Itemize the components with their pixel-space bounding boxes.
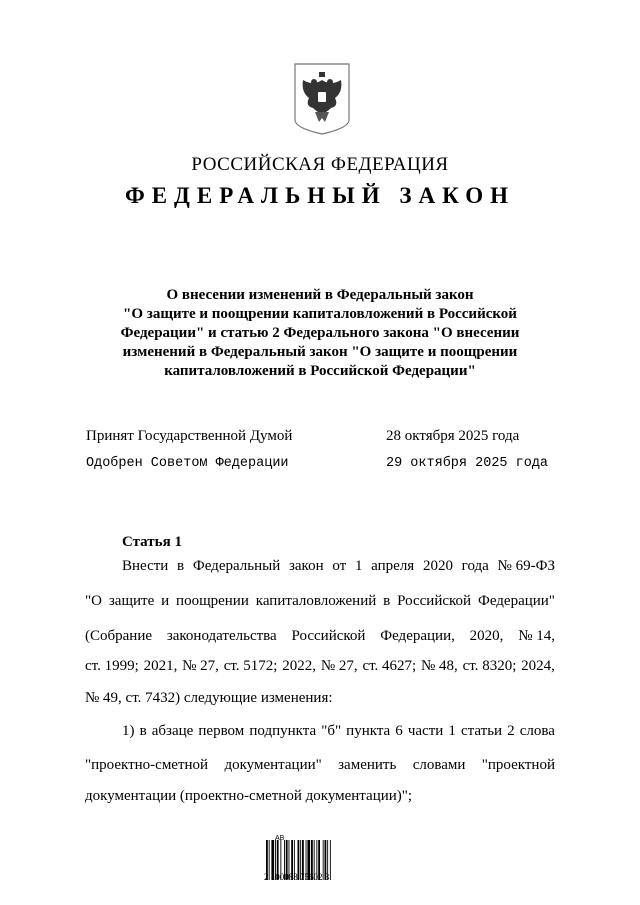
article-word: 1 — [448, 723, 456, 739]
article-word: 2024, — [521, 658, 555, 674]
article-word: пункта — [346, 723, 391, 739]
article-line — [85, 628, 555, 645]
barcode-number: 2 100088 75602 3 — [264, 872, 330, 882]
article-word: 1) — [122, 723, 135, 739]
article-word: Федерации, — [380, 628, 455, 644]
article-word: в — [139, 723, 147, 739]
article-word: и — [161, 593, 170, 609]
article-word: заменить — [338, 757, 397, 773]
article-line — [85, 788, 555, 805]
article-word: поощрении — [176, 593, 249, 609]
article-word: Российской — [397, 593, 472, 609]
article-word: законодательства — [166, 628, 277, 644]
article-word: ст. 4627; — [362, 658, 417, 674]
coat-of-arms-icon — [291, 62, 353, 136]
article-word: части — [407, 723, 444, 739]
article-word: ст. 1999; — [85, 658, 139, 674]
law-title-line: "О защите и поощрении капиталовложений в Российской — [123, 306, 517, 322]
article-line — [85, 658, 555, 675]
article-word: документации" — [224, 757, 322, 773]
article-line — [122, 723, 555, 740]
council-approval-label: Одобрен Советом Федерации — [86, 456, 289, 471]
article-heading: Статья 1 — [122, 534, 182, 550]
article-word: Федеральный — [192, 558, 281, 574]
law-title — [90, 286, 550, 381]
article-word: 2020, — [469, 628, 504, 644]
article-word: словами — [412, 757, 466, 773]
article-word: документации (проектно-сметной документации)"; — [85, 788, 413, 804]
article-word: № 48, — [421, 658, 458, 674]
duma-adoption-label: Принят Государственной Думой — [86, 428, 293, 444]
article-word: № 69-ФЗ — [497, 558, 555, 574]
article-word: 2020 — [422, 558, 453, 574]
article-word: абзаце — [151, 723, 194, 739]
article-word: "б" — [321, 723, 342, 739]
article-line — [85, 757, 555, 774]
article-line — [85, 593, 555, 610]
article-word: в — [383, 593, 391, 609]
article-word: слова — [519, 723, 555, 739]
article-word: ст. 8320; — [462, 658, 517, 674]
article-line — [122, 558, 555, 575]
council-approval-date: 29 октября 2025 года — [386, 456, 549, 471]
law-title-line: изменений в Федеральный закон "О защите и поощрении — [122, 344, 518, 360]
article-word: № 14, — [518, 628, 555, 644]
country-name: РОССИЙСКАЯ ФЕДЕРАЦИЯ — [191, 154, 449, 175]
article-word: подпункта — [249, 723, 317, 739]
article-word: Федерации" — [477, 593, 555, 609]
article-word: 2022, — [282, 658, 317, 674]
article-word: 1 — [354, 558, 363, 574]
article-word: (Собрание — [85, 628, 153, 644]
duma-adoption-date: 28 октября 2025 года — [386, 428, 520, 444]
article-word: в — [177, 558, 185, 574]
article-word: от — [332, 558, 347, 574]
document-type: ФЕДЕРАЛЬНЫЙ ЗАКОН — [124, 183, 516, 208]
article-word: № 27, — [182, 658, 219, 674]
article-word: первом — [198, 723, 245, 739]
article-word: капиталовложений — [255, 593, 377, 609]
article-word: статьи — [460, 723, 503, 739]
article-line — [85, 690, 555, 707]
law-title-line: капиталовложений в Российской Федерации" — [164, 363, 476, 379]
barcode-mark: АВ — [275, 835, 285, 842]
law-title-line: Федерации" и статью 2 Федерального закона "О внесении — [120, 325, 520, 341]
article-word: Российской — [291, 628, 366, 644]
article-word: "О — [85, 593, 102, 609]
article-word: закон — [288, 558, 324, 574]
article-word: "проектно-сметной — [85, 757, 209, 773]
article-word: 6 — [395, 723, 403, 739]
article-word: защите — [108, 593, 155, 609]
article-word: Внести — [122, 558, 169, 574]
law-title-line: О внесении изменений в Федеральный закон — [166, 287, 474, 303]
article-word: 2 — [507, 723, 515, 739]
article-word: ст. 5172; — [223, 658, 278, 674]
article-word: "проектной — [481, 757, 555, 773]
article-word: 2021, — [143, 658, 178, 674]
article-word: № 49, ст. 7432) следующие изменения: — [85, 690, 333, 706]
article-word: апреля — [371, 558, 415, 574]
article-word: № 27, — [320, 658, 358, 674]
article-word: года — [461, 558, 489, 574]
